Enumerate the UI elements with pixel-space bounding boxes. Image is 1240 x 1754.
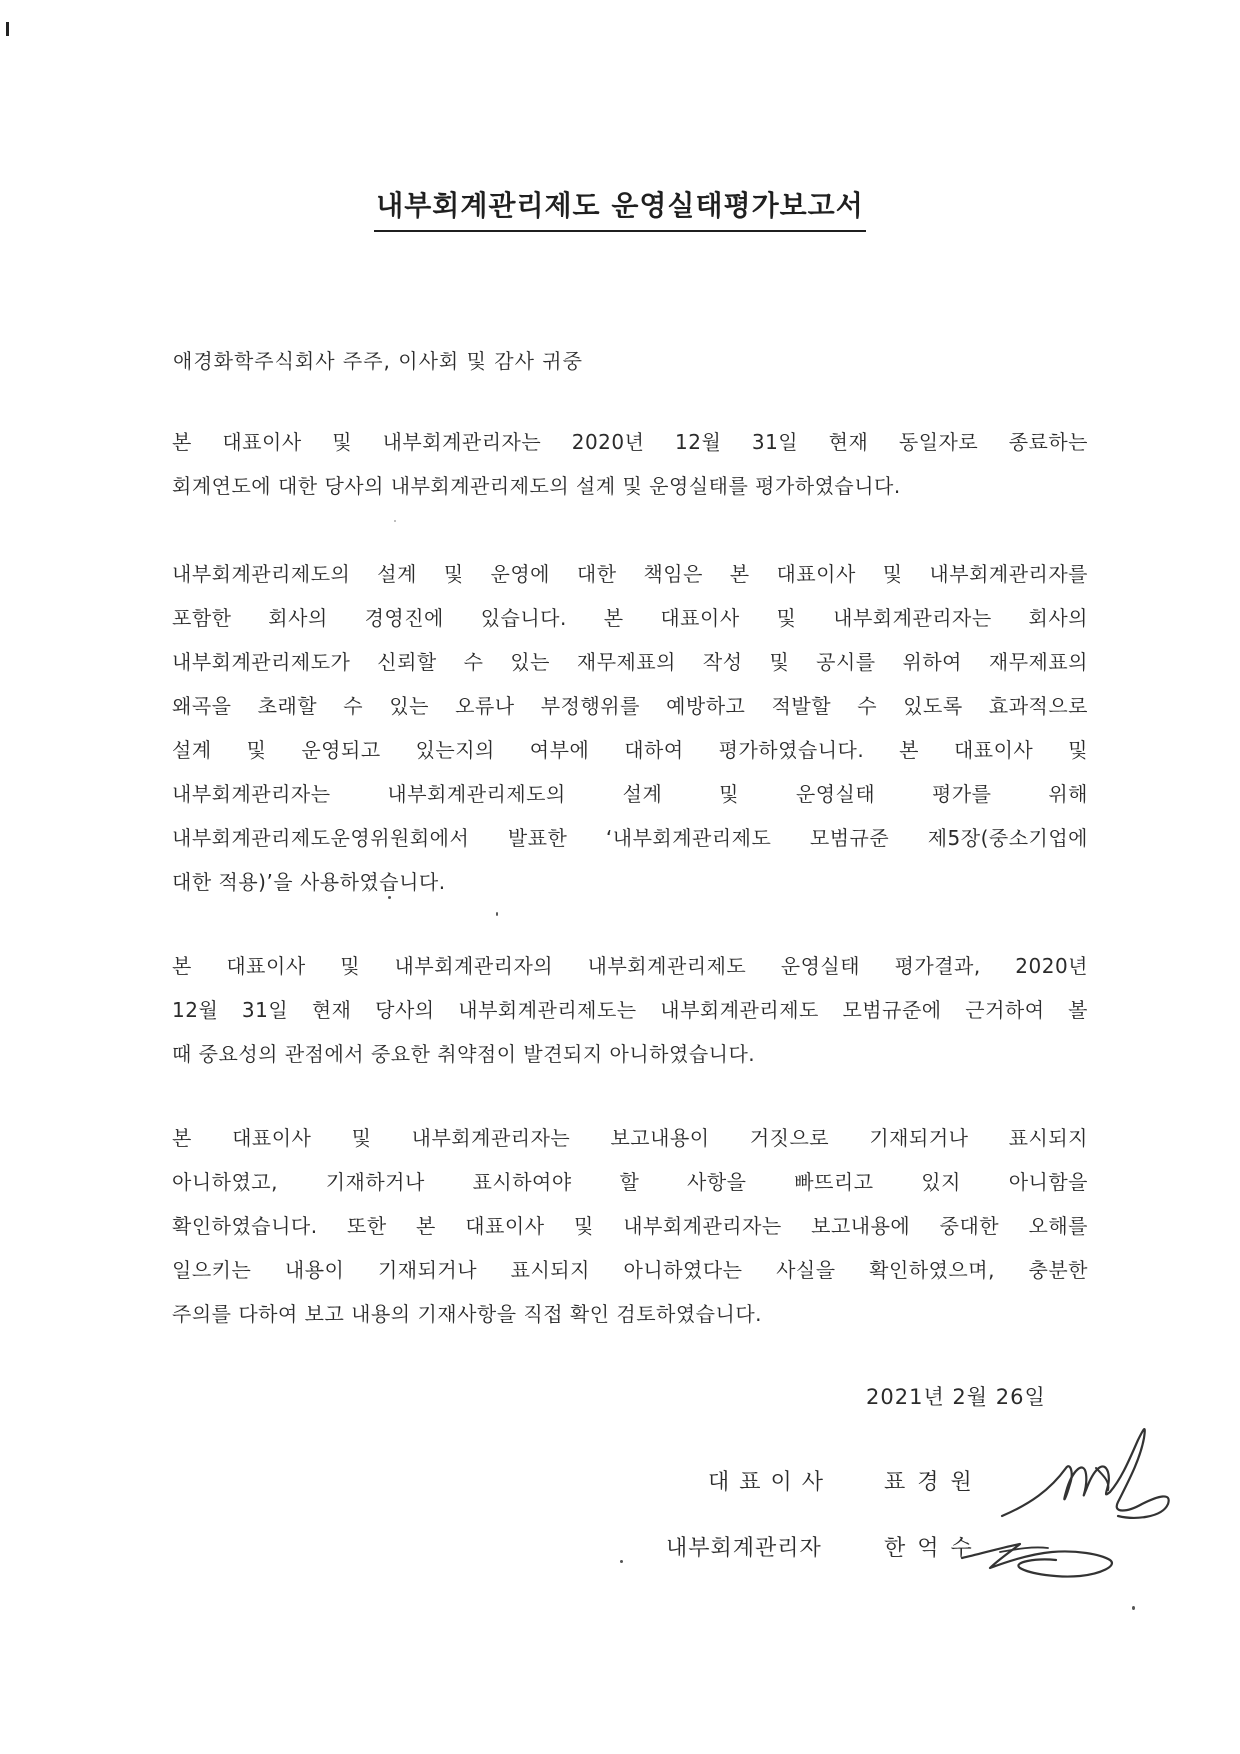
signatory-name-controller: 한억수 [884, 1536, 984, 1561]
scan-speck [394, 520, 396, 522]
document-title [0, 184, 1240, 232]
paragraph-line: 설계 및 운영되고 있는지의 여부에 대하여 평가하였습니다. 본 대표이사 및 [172, 738, 1088, 762]
paragraph-line: 본 대표이사 및 내부회계관리자는 보고내용이 거짓으로 기재되거나 표시되지 [172, 1126, 1088, 1150]
paragraph-3 [172, 944, 1088, 1076]
paragraph-line: 확인하였습니다. 또한 본 대표이사 및 내부회계관리자는 보고내용에 중대한 오해를 [172, 1214, 1088, 1238]
paragraph-line: 때 중요성의 관점에서 중요한 취약점이 발견되지 아니하였습니다. [172, 1042, 756, 1066]
scan-corner-mark [6, 22, 9, 36]
paragraph-line: 본 대표이사 및 내부회계관리자는 2020년 12월 31일 현재 동일자로 종료하는 [172, 430, 1088, 454]
handwritten-signature-ceo [1000, 1420, 1180, 1530]
signatory-name-ceo: 표경원 [884, 1470, 984, 1495]
paragraph-line: 아니하였고, 기재하거나 표시하여야 할 사항을 빠뜨리고 있지 아니함을 [172, 1170, 1088, 1194]
addressee-line: 애경화학주식회사 주주, 이사회 및 감사 귀중 [173, 349, 583, 373]
paragraph-line: 왜곡을 초래할 수 있는 오류나 부정행위를 예방하고 적발할 수 있도록 효과적으로 [172, 694, 1088, 718]
scan-speck [496, 912, 498, 916]
paragraph-1 [172, 420, 1088, 508]
paragraph-line: 일으키는 내용이 기재되거나 표시되지 아니하였다는 사실을 확인하였으며, 충분한 [172, 1258, 1088, 1282]
paragraph-line: 12월 31일 현재 당사의 내부회계관리제도는 내부회계관리제도 모범규준에 근거하여 볼 [172, 998, 1088, 1022]
paragraph-line: 본 대표이사 및 내부회계관리자의 내부회계관리제도 운영실태 평가결과, 2020년 [172, 954, 1088, 978]
paragraph-line: 포함한 회사의 경영진에 있습니다. 본 대표이사 및 내부회계관리자는 회사의 [172, 606, 1088, 630]
paragraph-line: 대한 적용)’을 사용하였습니다. [172, 870, 446, 894]
paragraph-line: 내부회계관리자는 내부회계관리제도의 설계 및 운영실태 평가를 위해 [172, 782, 1088, 806]
handwritten-signature-controller [960, 1530, 1130, 1590]
scan-speck [1132, 1606, 1135, 1610]
signatory-role-controller: 내부회계관리자 [666, 1536, 822, 1561]
paragraph-4 [172, 1116, 1088, 1336]
paragraph-line: 내부회계관리제도가 신뢰할 수 있는 재무제표의 작성 및 공시를 위하여 재무제표의 [172, 650, 1088, 674]
document-title-text: 내부회계관리제도 운영실태평가보고서 [374, 184, 866, 232]
scan-speck [388, 896, 391, 899]
scan-speck [620, 1560, 623, 1563]
report-date: 2021년 2월 26일 [866, 1385, 1046, 1409]
paragraph-line: 회계연도에 대한 당사의 내부회계관리제도의 설계 및 운영실태를 평가하였습니다. [172, 474, 901, 498]
paragraph-line: 내부회계관리제도운영위원회에서 발표한 ‘내부회계관리제도 모범규준 제5장(중소기업에 [172, 826, 1088, 850]
paragraph-line: 주의를 다하여 보고 내용의 기재사항을 직접 확인 검토하였습니다. [172, 1302, 762, 1326]
paragraph-line: 내부회계관리제도의 설계 및 운영에 대한 책임은 본 대표이사 및 내부회계관리자를 [172, 562, 1088, 586]
signatory-role-ceo: 대표이사 [708, 1470, 834, 1495]
paragraph-2 [172, 552, 1088, 904]
